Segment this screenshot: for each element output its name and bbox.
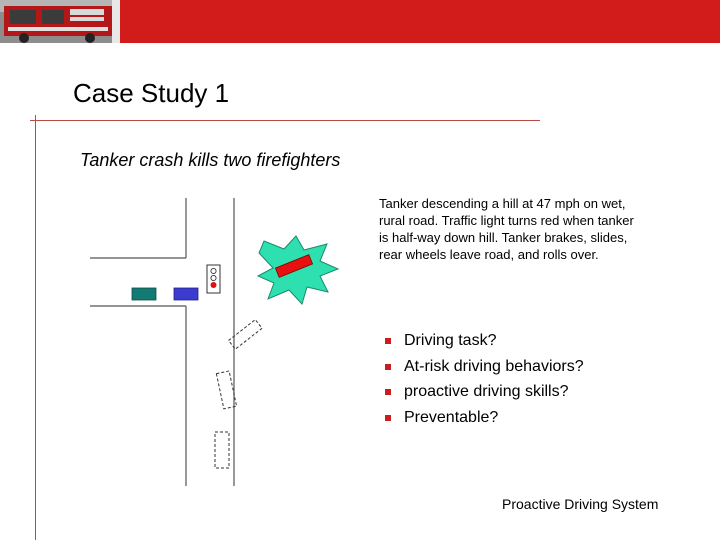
slide-subtitle: Tanker crash kills two firefighters xyxy=(80,150,341,170)
square-bullet-icon xyxy=(385,415,391,421)
bullet-text: proactive driving skills? xyxy=(404,383,569,401)
square-bullet-icon xyxy=(385,389,391,395)
square-bullet-icon xyxy=(385,364,391,370)
case-description: Tanker descending a hill at 47 mph on wet, rural road. Traffic light turns red when tanker is half-way down hill. Tanker brakes, slides, rear wheels leave road, and rolls over. xyxy=(379,196,634,262)
list-item xyxy=(385,328,584,354)
intersection-road xyxy=(90,198,234,486)
bullet-text: Driving task? xyxy=(404,332,497,349)
teal-car xyxy=(132,288,156,300)
slide-title: Case Study 1 xyxy=(73,78,230,108)
square-bullet-icon xyxy=(385,338,391,344)
blue-car xyxy=(174,288,198,300)
bullet-text: At-risk driving behaviors? xyxy=(404,357,584,375)
bullet-text: Preventable? xyxy=(404,409,499,427)
list-item xyxy=(385,379,584,405)
tanker-path-outline xyxy=(215,320,262,468)
traffic-light-icon xyxy=(207,265,220,293)
list-item xyxy=(385,405,584,431)
crash-burst-icon xyxy=(258,236,338,304)
list-item xyxy=(385,354,584,380)
footer-label: Proactive Driving System xyxy=(502,496,659,512)
question-list xyxy=(385,328,584,431)
